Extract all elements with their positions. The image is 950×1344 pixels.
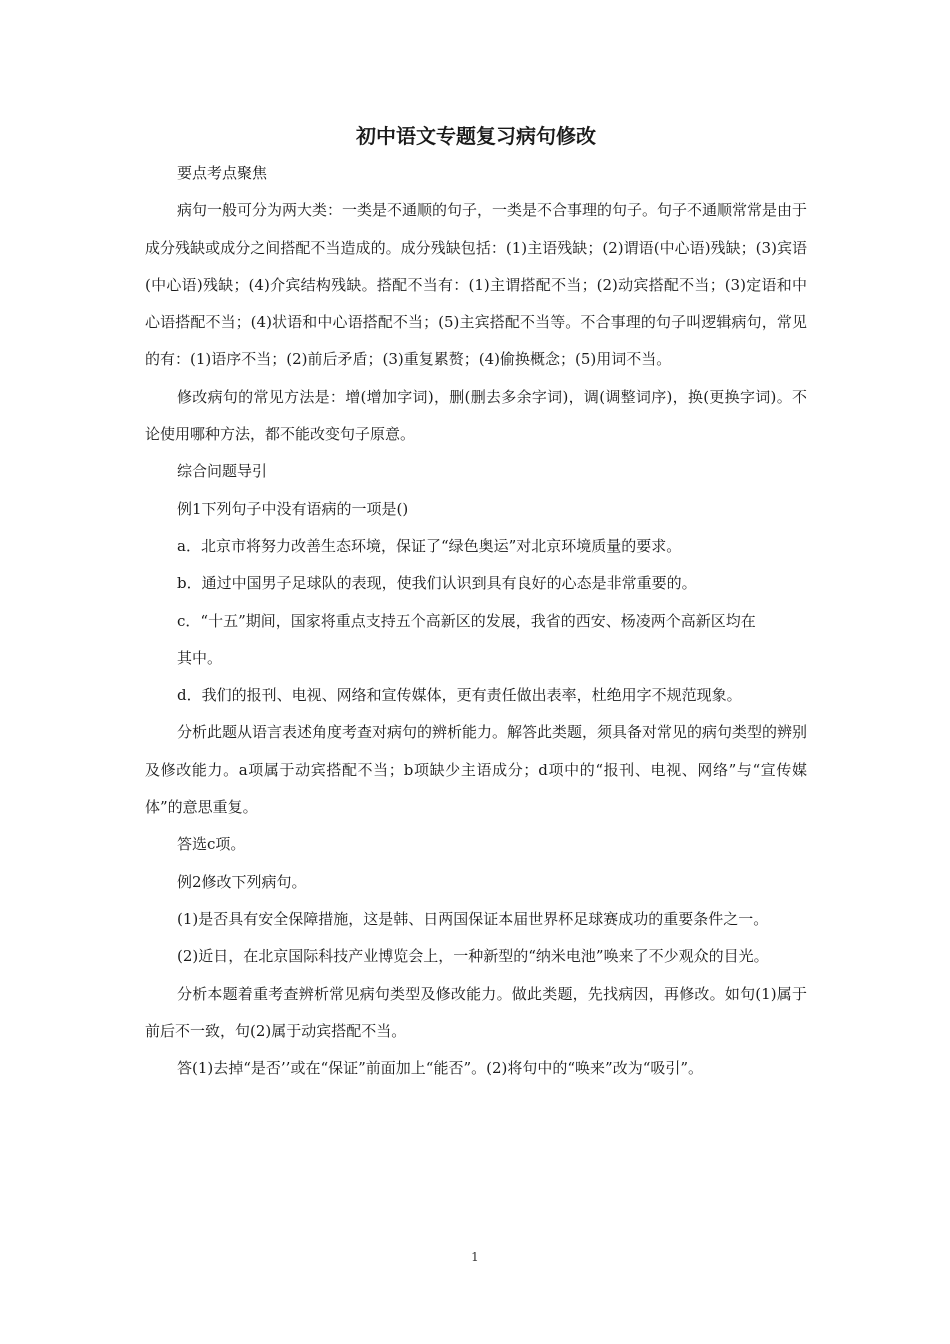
example1-option-d: d．我们的报刊、电视、网络和宣传媒体，更有责任做出表率，杜绝用字不规范现象。	[177, 686, 742, 705]
section-heading-guidance: 综合问题导引	[177, 462, 268, 481]
example2-answer: 答(1)去掉“是否’’或在“保证”前面加上“能否”。(2)将句中的“唤来”改为“吸引”。	[177, 1059, 704, 1078]
paragraph-correction-methods: 修改病句的常见方法是：增(增加字词)，删(删去多余字词)，调(调整词序)，换(更换字词)。不论使用哪种方法，都不能改变句子原意。	[145, 387, 807, 444]
example2-item-1: (1)是否具有安全保障措施，这是韩、日两国保证本届世界杯足球赛成功的重要条件之一。	[177, 909, 769, 928]
example1-option-b: b．通过中国男子足球队的表现，使我们认识到具有良好的心态是非常重要的。	[177, 574, 697, 593]
page-number: 1	[471, 1250, 479, 1264]
section-heading-key-points: 要点考点聚焦	[177, 164, 268, 182]
example2-analysis: 分析本题着重考查辨析常见病句类型及修改能力。做此类题，先找病因，再修改。如句(1)属于前后不一致，句(2)属于动宾搭配不当。	[145, 984, 807, 1040]
example2-question: 例2修改下列病句。	[177, 872, 307, 891]
example1-option-c-continued: 其中。	[177, 648, 223, 667]
example1-answer: 答选c项。	[177, 835, 246, 854]
example1-option-c: c．“十五”期间，国家将重点支持五个高新区的发展，我省的西安、杨凌两个高新区均在	[177, 611, 756, 630]
example1-analysis: 分析此题从语言表述角度考查对病句的辨析能力。解答此类题，须具备对常见的病句类型的辨别及修改能力。a项属于动宾搭配不当；b项缺少主语成分；d项中的“报刊、电视、网络”与“宣传媒体”的意思重复。	[145, 723, 808, 817]
example2-item-2: (2)近日，在北京国际科技产业博览会上，一种新型的“纳米电池”唤来了不少观众的目光。	[177, 947, 769, 966]
paragraph-sentence-types: 病句一般可分为两大类：一类是不通顺的句子，一类是不合事理的句子。句子不通顺常常是由于成分残缺或成分之间搭配不当造成的。成分残缺包括：(1)主语残缺；(2)谓语(中心语)残缺；(3)宾语(中心语)残缺；(4)介宾结构残缺。搭配不当有：(1)主谓搭配不当；(2)动宾搭配不当；(3)定语和中心语搭配不当；(4)状语和中心语搭配不当；(5)主宾搭配不当等。不合事理的句子叫逻辑病句，常见的有：(1)语序不当；(2)前后矛盾；(3)重复累赘；(4)偷换概念；(5)用词不当。	[145, 201, 808, 369]
example1-question: 例1下列句子中没有语病的一项是()	[177, 499, 409, 518]
document-body	[145, 118, 807, 1087]
page-title: 初中语文专题复习病句修改	[356, 124, 596, 148]
example1-option-a: a．北京市将努力改善生态环境，保证了“绿色奥运”对北京环境质量的要求。	[177, 536, 682, 555]
